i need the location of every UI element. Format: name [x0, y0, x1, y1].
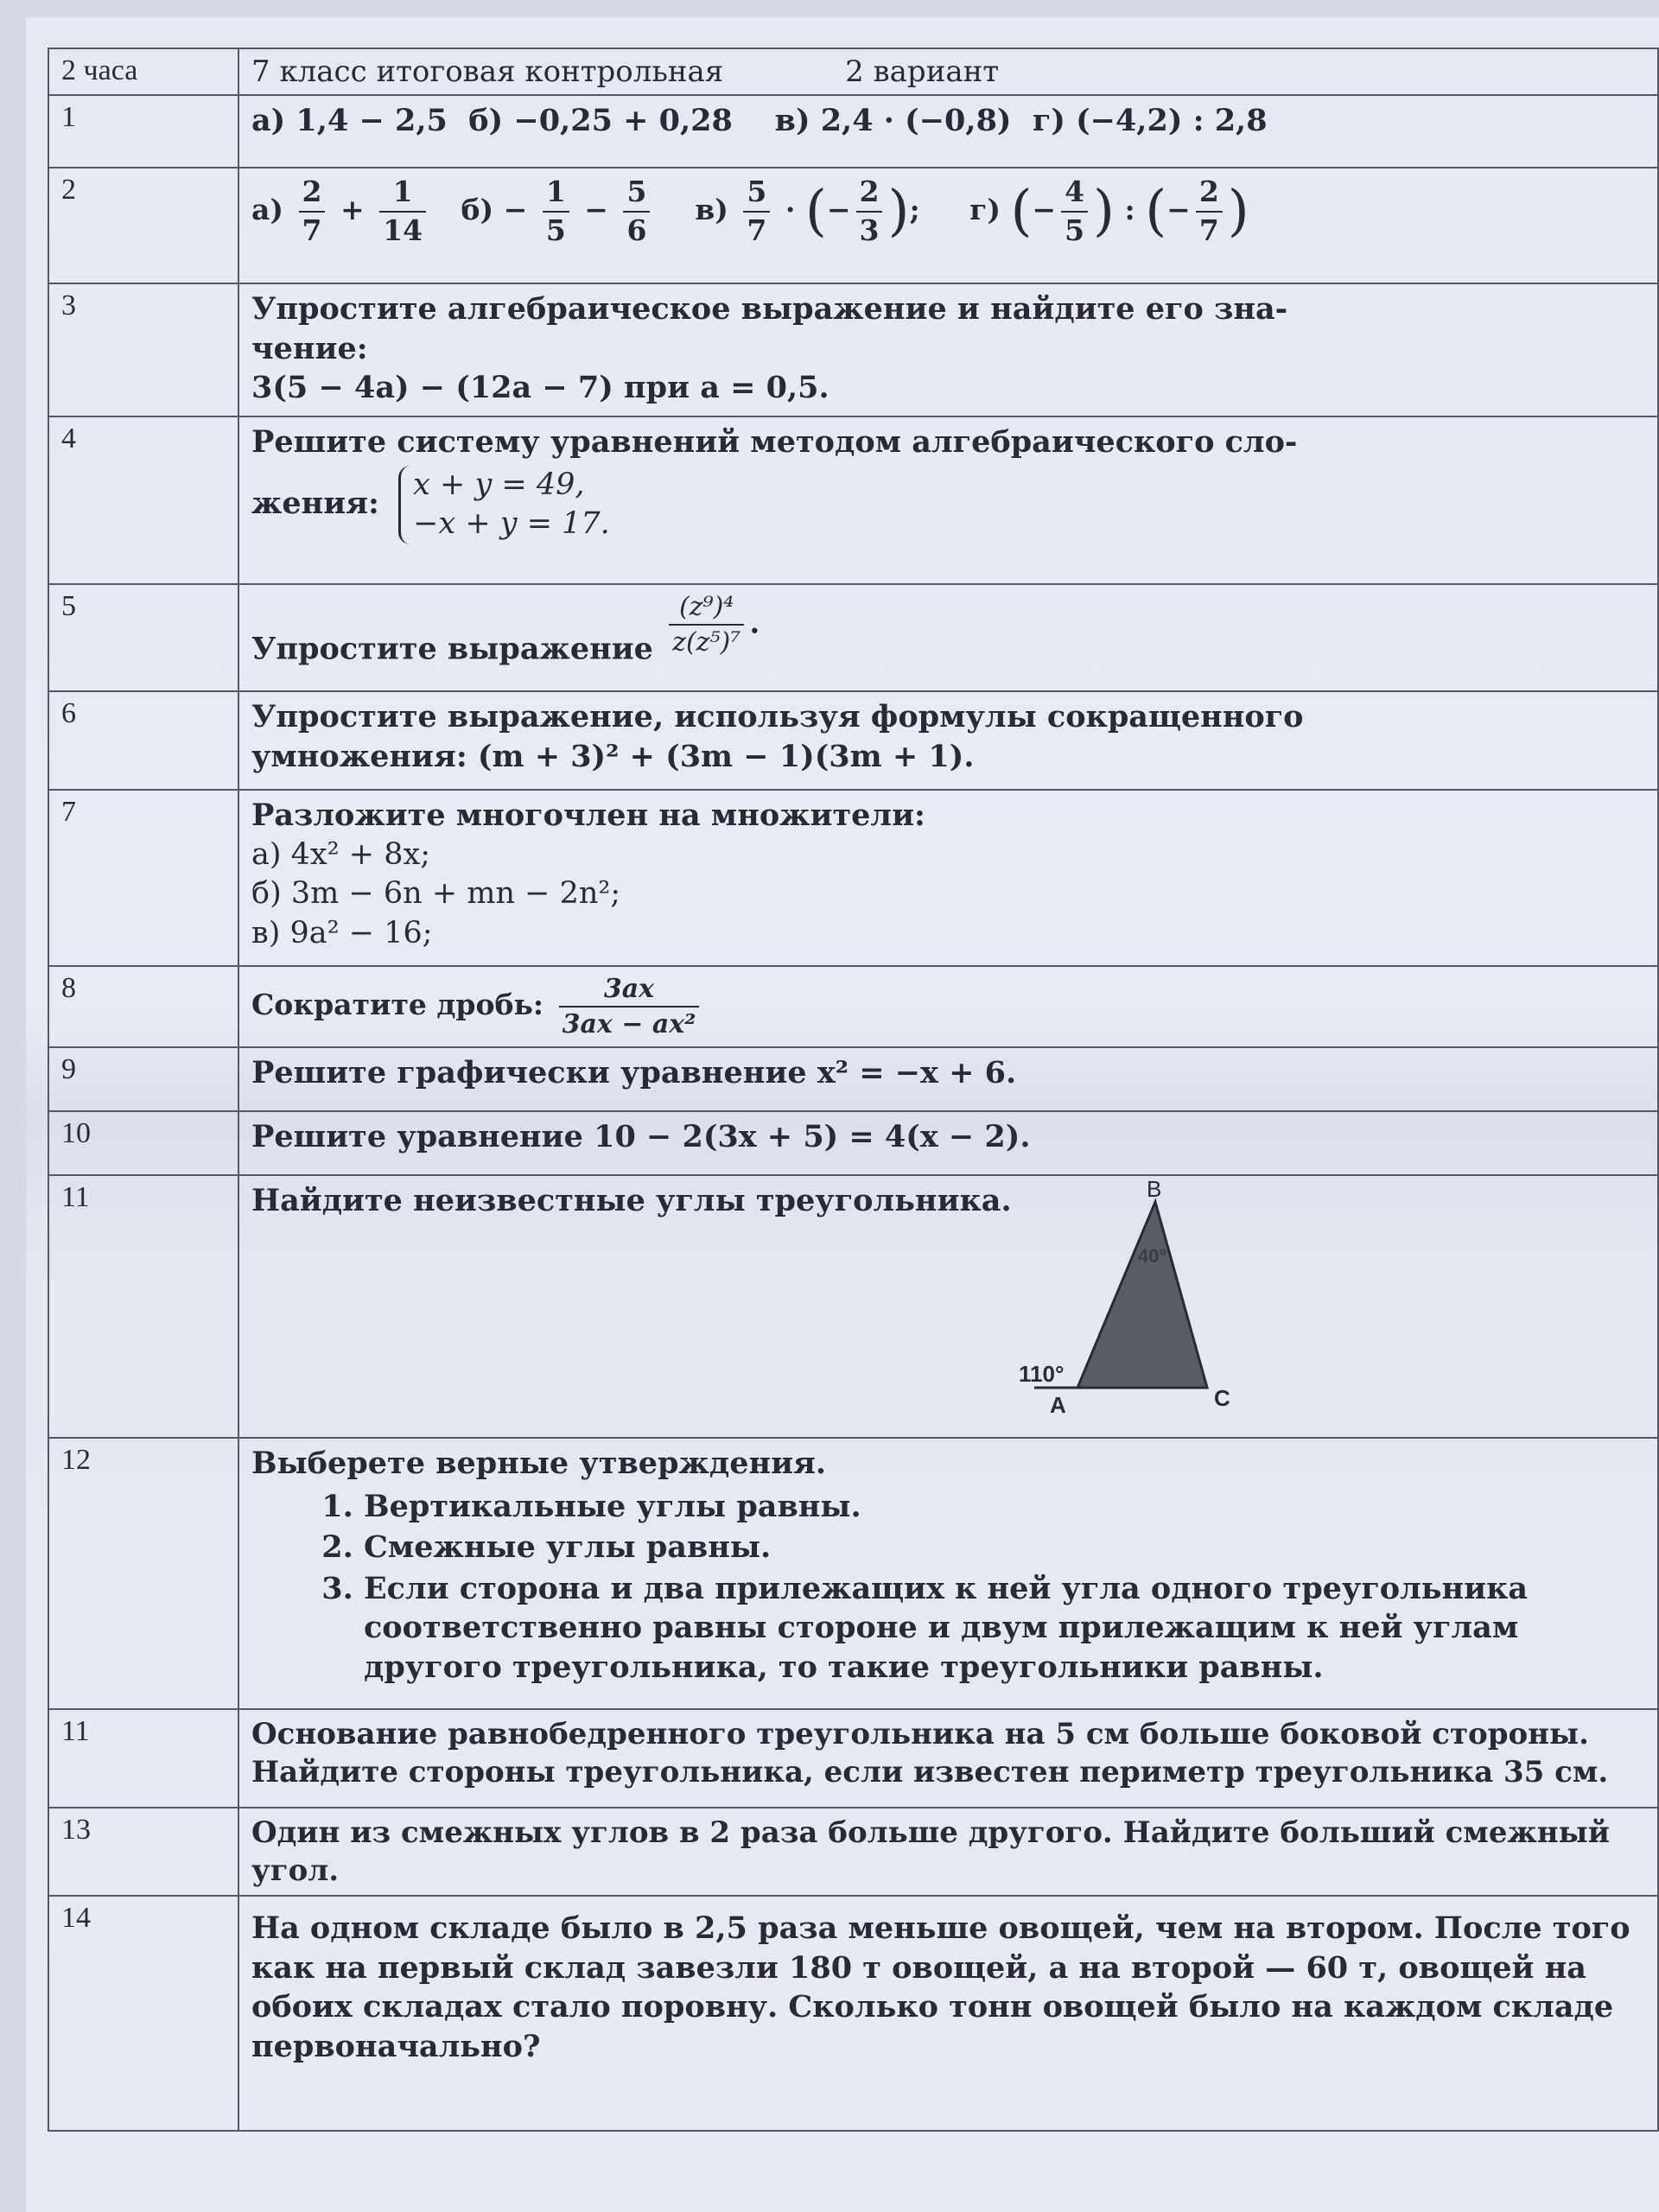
task-row-4 — [48, 416, 1658, 584]
task-2-c-label: в) — [695, 192, 728, 226]
top-angle-label: 40° — [1138, 1245, 1167, 1267]
task-number: 9 — [48, 1047, 238, 1111]
equation-2: −x + y = 17. — [413, 506, 610, 541]
operator: : — [1124, 192, 1135, 226]
task-4-text-cont: жения: — [251, 485, 379, 521]
fraction: $\frac{5}{7}$ — [743, 174, 770, 250]
hours-cell: 2 часа — [48, 48, 238, 95]
task-row-14 — [48, 1896, 1658, 2131]
task-7-content — [238, 790, 1658, 966]
fraction: $\frac{1}{14}$ — [379, 174, 426, 250]
task-6-text: Упростите выражение, используя формулы сокращенного — [251, 699, 1304, 734]
task-2-a-label: а) — [251, 192, 283, 226]
task-1-c: в) 2,4 · (−0,8) — [774, 103, 1012, 138]
task-10-content — [238, 1111, 1658, 1175]
equation-system — [398, 466, 610, 544]
task-7-c: в) 9a² − 16; — [251, 915, 433, 950]
task-3-text-cont: чение: — [251, 330, 368, 366]
task-number: 5 — [48, 584, 238, 691]
triangle-shape — [1077, 1202, 1207, 1388]
operator: − — [826, 192, 851, 226]
task-number: 14 — [48, 1896, 238, 2131]
task-2-d-label: г) — [969, 192, 1001, 226]
task-number: 7 — [48, 790, 238, 966]
task-1-content — [238, 95, 1658, 168]
separator: . — [749, 605, 760, 641]
fraction: $\frac{2}{7}$ — [1196, 174, 1223, 250]
operator: + — [340, 192, 365, 226]
paren: ) — [1093, 179, 1115, 244]
paren: ) — [1227, 179, 1249, 244]
task-row-11 — [48, 1175, 1658, 1438]
task-4-text: Решите систему уравнений методом алгебраического сло- — [251, 424, 1298, 460]
task-4-system-line — [251, 466, 1645, 544]
fraction: $\frac{5}{6}$ — [623, 174, 650, 250]
task-number: 3 — [48, 283, 238, 416]
task-3-text: Упростите алгебраическое выражение и найдите его зна- — [251, 291, 1288, 327]
test-table — [48, 48, 1659, 2132]
paren: ) — [887, 179, 910, 244]
task-7-text: Разложите многочлен на множители: — [251, 798, 925, 833]
task-number: 11 — [48, 1175, 238, 1438]
operator: − — [503, 192, 528, 226]
task-row-1 — [48, 95, 1658, 168]
title-cell — [238, 48, 1658, 95]
task-row-2 — [48, 168, 1658, 283]
task-10-text: Решите уравнение 10 − 2(3x + 5) = 4(x − 2). — [251, 1119, 1031, 1154]
fraction: $\frac{\text{(z⁹)⁴}}{\text{z(z⁵)⁷}}$ — [669, 590, 744, 659]
fraction: $\frac{2}{7}$ — [299, 174, 326, 250]
task-8-text: Сократите дробь: — [251, 988, 544, 1021]
task-8-content — [238, 966, 1658, 1047]
paren: ( — [1145, 179, 1167, 244]
task-5-text: Упростите выражение — [251, 631, 653, 667]
task-9-content — [238, 1047, 1658, 1111]
task-number: 8 — [48, 966, 238, 1047]
task-2-content — [238, 168, 1658, 283]
task-14-text: На одном складе было в 2,5 раза меньше овощей, чем на втором. После того как на первый склад завезли 180 т овощей, а на второй — 60 т, овощей на обоих складах стало поровну. Сколько тонн овощей было на каждом складе первоначально? — [251, 1910, 1630, 2064]
task-6-content — [238, 691, 1658, 790]
task-4-content — [238, 416, 1658, 584]
statements-list — [251, 1487, 1645, 1688]
task-number: 12 — [48, 1438, 238, 1709]
operator: − — [584, 192, 608, 226]
task-6-text-cont: умножения: (m + 3)² + (3m − 1)(3m + 1). — [251, 738, 975, 774]
paren: ( — [804, 179, 827, 244]
task-7-a: а) 4x² + 8x; — [251, 836, 431, 872]
task-row-13 — [48, 1808, 1658, 1896]
task-5-content — [238, 584, 1658, 691]
task-11b-content — [238, 1709, 1658, 1808]
task-number: 11 — [48, 1709, 238, 1808]
header-row — [48, 48, 1658, 95]
task-11-content — [238, 1175, 1658, 1438]
vertex-b-label: B — [1147, 1176, 1162, 1202]
task-row-12 — [48, 1438, 1658, 1709]
equation-1: x + y = 49, — [413, 467, 585, 502]
task-row-8 — [48, 966, 1658, 1047]
statement-item: 3. Если сторона и два прилежащих к ней угла одного треугольника соответственно равны стороне и двум прилежащим к ней углам другого треугольника, то такие треугольники равны. — [364, 1569, 1645, 1688]
vertex-c-label: C — [1214, 1385, 1230, 1411]
operator: − — [1032, 192, 1057, 226]
task-3-expression: 3(5 − 4a) − (12a − 7) при a = 0,5. — [251, 370, 830, 405]
task-1-d: г) (−4,2) : 2,8 — [1032, 103, 1268, 138]
operator: − — [1166, 192, 1191, 226]
test-title: 7 класс итоговая контрольная — [251, 54, 724, 89]
task-row-11b — [48, 1709, 1658, 1808]
task-row-7 — [48, 790, 1658, 966]
task-2-b-label: б) — [461, 192, 494, 226]
vertex-a-label: A — [1050, 1392, 1066, 1418]
task-13-content — [238, 1808, 1658, 1896]
task-11b-text: Основание равнобедренного треугольника на 5 см больше боковой стороны. — [251, 1717, 1589, 1751]
task-row-6 — [48, 691, 1658, 790]
task-row-10 — [48, 1111, 1658, 1175]
task-number: 6 — [48, 691, 238, 790]
separator: ; — [909, 192, 920, 226]
task-number: 10 — [48, 1111, 238, 1175]
statement-item: 2. Смежные углы равны. — [364, 1528, 1645, 1567]
task-number: 13 — [48, 1808, 238, 1896]
exterior-angle-label: 110° — [1019, 1361, 1065, 1387]
task-12-content — [238, 1438, 1658, 1709]
task-1-a: а) 1,4 − 2,5 — [251, 103, 448, 138]
triangle-figure — [1017, 1176, 1294, 1418]
variant-label: 2 вариант — [845, 54, 1000, 89]
paren: ( — [1010, 179, 1033, 244]
task-row-5 — [48, 584, 1658, 691]
task-11-text: Найдите неизвестные углы треугольника. — [251, 1183, 1012, 1218]
fraction: $\frac{1}{5}$ — [543, 174, 569, 250]
task-11b-text-cont: Найдите стороны треугольника, если известен периметр треугольника 35 см. — [251, 1755, 1609, 1790]
task-14-content — [238, 1896, 1658, 2131]
task-number: 2 — [48, 168, 238, 283]
fraction: $\frac{2}{3}$ — [856, 174, 883, 250]
fraction: $\frac{4}{5}$ — [1061, 174, 1088, 250]
fraction: $\frac{3ax}{\text{3ax − ax²}}$ — [559, 972, 700, 1041]
task-7-b: б) 3m − 6n + mn − 2n²; — [251, 876, 621, 911]
task-number: 4 — [48, 416, 238, 584]
statement-item: 1. Вертикальные углы равны. — [364, 1487, 1645, 1527]
operator: · — [785, 192, 796, 226]
task-9-text: Решите графически уравнение x² = −x + 6. — [251, 1055, 1017, 1090]
task-number: 1 — [48, 95, 238, 168]
task-row-9 — [48, 1047, 1658, 1111]
task-row-3 — [48, 283, 1658, 416]
task-12-text: Выберете верные утверждения. — [251, 1446, 827, 1481]
task-3-content — [238, 283, 1658, 416]
task-13-text: Один из смежных углов в 2 раза больше другого. Найдите больший смежный угол. — [251, 1815, 1610, 1889]
task-1-b: б) −0,25 + 0,28 — [468, 103, 733, 138]
